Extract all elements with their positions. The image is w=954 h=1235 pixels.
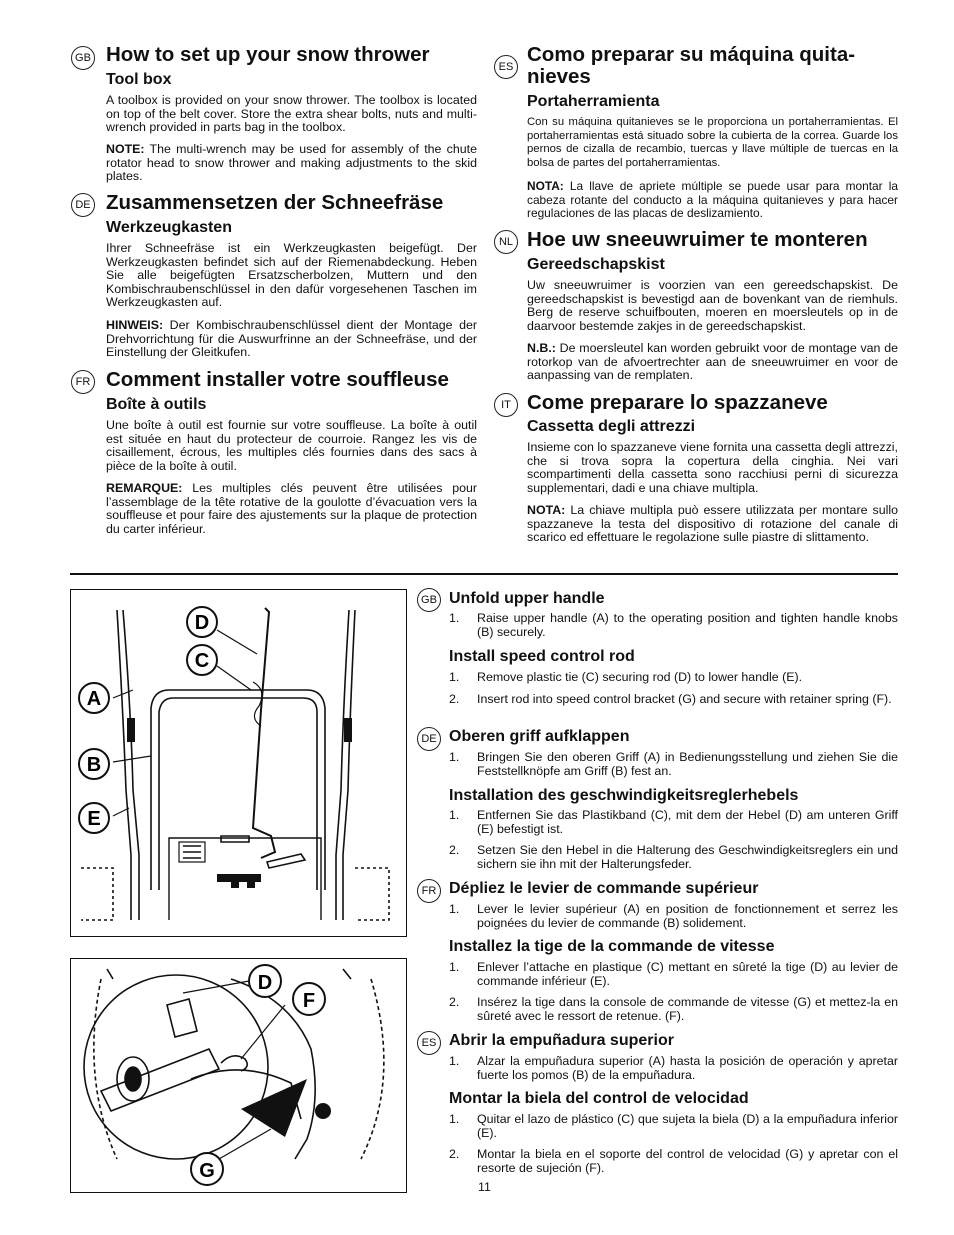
instruction-heading: Install speed control rod [449,648,635,665]
section-body: Con su máquina quitanieves se le proporciona un portaherramientas. El portaherramientas está situado sobre la cubierta de la correa. Guarde los pernos de cizalla de recambio, tuercas y llave múltiple de tuercas en la bolsa de partes del portaherramientas. [527,116,898,169]
step-text: Enlever l’attache en plastique (C) mettant en sûreté la tige (D) au levier de commande inférieur (E). [477,960,898,988]
step-text: Remove plastic tie (C) securing rod (D) to lower handle (E). [477,670,803,684]
step-number: 2. [449,691,460,706]
callout-label: C [194,650,210,672]
step-text: Raise upper handle (A) to the operating position and tighten handle knobs (B) securely. [477,611,898,639]
instruction-heading: Montar la biela del control de velocidad [449,1090,749,1107]
step-text: Bringen Sie den oberen Griff (A) in Bedienungsstellung und ziehen Sie die Feststellknöpfe am Griff (B) fest an. [477,750,898,778]
step-item [449,751,898,778]
step-number: 1. [449,902,460,916]
note-text: Les multiples clés peuvent être utilisées pour l’assemblage de la tête rotative de la goulotte d’évacuation vers la souffleuse et pour faire des ajustements sur la plaque de protection du carter inférieur. [106,481,477,536]
lang-badge-de: DE [417,727,441,751]
callout-d [249,965,281,997]
lang-badge-es: ES [417,1031,441,1055]
instruction-heading: Unfold upper handle [449,590,605,607]
step-text: Montar la biela en el soporte del control de velocidad (G) y apretar con el resorte de sujeción (F). [477,1147,898,1175]
step-item [449,1113,898,1140]
step-number: 1. [449,1112,460,1126]
section-subtitle: Tool box [106,71,172,88]
callout-label: D [257,972,273,994]
section-subtitle: Portaherramienta [527,93,660,110]
note-text: Der Kombischraubenschlüssel dient der Montage der Drehvorrichtung für die Auswurfrinne an der Schneefräse, und der Einstellung der Gleitkufen. [106,318,477,360]
step-item [449,844,898,871]
lang-badge-de: DE [71,193,95,217]
section-note [106,143,477,184]
instruction-heading: Installation des geschwindigkeitsreglerhebels [449,787,799,804]
figure-speed-control-bracket [70,958,407,1193]
step-item [449,693,898,707]
callout-g [191,1153,223,1185]
step-list [449,961,898,1029]
step-number: 1. [449,960,460,974]
section-note [106,319,477,360]
lang-badge-nl: NL [494,230,518,254]
section-title: Comment installer votre souffleuse [106,368,449,391]
figure-handle-assembly [70,589,407,937]
note-text: De moersleutel kan worden gebruikt voor de montage van de rotorkop van de afvoertrechter aan de sneeuwruimer en voor de aanpassing van de remplaten. [527,341,898,383]
callout-label: D [194,612,210,634]
step-text: Lever le levier supérieur (A) en position de fonctionnement et serrez les poignées du levier de commande (B) solidement. [477,902,898,930]
page-number: 11 [478,1180,491,1194]
lang-badge-gb: GB [417,588,441,612]
callout-c [187,645,217,675]
section-title: Zusammensetzen der Schneefräse [106,191,444,214]
step-text: Insert rod into speed control bracket (G) and secure with retainer spring (F). [477,691,892,706]
section-note [527,342,898,383]
step-text: Quitar el lazo de plástico (C) que sujeta la biela (D) a la empuñadura inferior (E). [477,1112,898,1140]
step-item [449,1055,898,1082]
section-subtitle: Gereedschapskist [527,256,665,273]
step-list [449,1113,898,1181]
callout-e [79,803,109,833]
lang-badge-fr: FR [417,879,441,903]
callout-label: B [86,754,102,776]
step-item [449,671,898,685]
section-subtitle: Werkzeugkasten [106,219,232,236]
note-label: HINWEIS: [106,318,164,332]
section-note [527,504,898,545]
step-text: Alzar la empuñadura superior (A) hasta la posición de operación y apretar fuerte los pomos (B) de la empuñadura. [477,1054,898,1082]
step-item [449,996,898,1023]
step-number: 2. [449,995,460,1010]
callout-label: E [87,808,101,830]
section-subtitle: Boîte à outils [106,396,207,413]
step-list [449,671,898,712]
bracket-illustration [71,959,406,1192]
step-number: 1. [449,808,460,822]
section-body: A toolbox is provided on your snow thrower. The toolbox is located on top of the belt cover. Store the extra shear bolts, nuts and multi-wrench provided in parts bag in the toolbox. [106,93,477,135]
step-number: 1. [449,670,460,684]
step-item [449,961,898,988]
step-number: 1. [449,1054,460,1068]
callout-f [293,983,325,1015]
step-item [449,1148,898,1175]
lang-badge-gb: GB [71,46,95,70]
lang-badge-es: ES [494,55,518,79]
lang-badge-fr: FR [71,370,95,394]
instruction-heading: Oberen griff aufklappen [449,728,630,745]
step-number: 2. [449,1147,460,1162]
note-text: The multi-wrench may be used for assembly of the chute rotator head to snow thrower and making adjustments to the skid plates. [106,142,477,184]
lang-badge-it: IT [494,393,518,417]
callout-label: G [199,1160,215,1182]
section-note [106,482,477,536]
section-body: Une boîte à outil est fournie sur votre souffleuse. La boîte à outil est située en haut du protecteur de courroie. Rangez les vis de cisaillement, écrous, les multiples clés fournies dans des sacs à pièce de la boîte à outil. [106,418,477,473]
instruction-heading: Installez la tige de la commande de vitesse [449,938,775,955]
step-number: 2. [449,843,460,858]
section-title: Como preparar su máquina quita-nieves [527,43,856,88]
instruction-heading: Abrir la empuñadura superior [449,1032,674,1049]
step-item [449,903,898,930]
step-text: Setzen Sie den Hebel in die Halterung des Geschwindigkeitsreglers ein und sichern sie ihn mit der Halterungsfeder. [477,843,898,871]
step-list [449,612,898,645]
note-label: NOTA: [527,503,566,517]
callout-b [79,749,109,779]
section-note [527,180,898,221]
step-list [449,751,898,784]
section-divider [70,573,898,575]
step-list [449,903,898,936]
step-text: Insérez la tige dans la console de commande de vitesse (G) et mettez-la en sûreté avec le ressort de retenue. (F). [477,995,898,1023]
step-text: Entfernen Sie das Plastikband (C), mit dem der Hebel (D) am unteren Griff (E) befestigt ist. [477,808,898,836]
section-title: Hoe uw sneeuwruimer te monteren [527,228,868,251]
step-number: 1. [449,611,460,625]
step-item [449,612,898,639]
section-body: Ihrer Schneefräse ist ein Werkzeugkasten beigefügt. Der Werkzeugkasten befindet sich auf der Riemenabdeckung. Heben Sie alle beigefügten Ersatzscherbolzen, Muttern und den Kombischraubenschlüssel in den dafür vorgesehenen Taschen im Werkzeugkasten auf. [106,241,477,310]
step-item [449,809,898,836]
callout-d [187,607,217,637]
handle-illustration [71,590,406,936]
callout-label: F [302,990,316,1012]
section-title: How to set up your snow thrower [106,43,430,66]
note-label: NOTA: [527,179,564,193]
note-text: La chiave multipla può essere utilizzata per montare sullo spazzaneve la testa del dispositivo di rotazione del canale di scarico ed effettuare le regolazione sulle piastre di slittamento. [527,503,898,545]
step-list [449,1055,898,1088]
note-label: REMARQUE: [106,481,183,495]
section-body: Insieme con lo spazzaneve viene fornita una cassetta degli attrezzi, che si trova sopra la copertura della cinghia. Nei vari scompartimenti della cassetta sono racchiusi perni di sicurezza supplementari, dadi e una chiave multipla. [527,440,898,495]
instruction-heading: Dépliez le levier de commande supérieur [449,880,759,897]
section-title: Come preparare lo spazzaneve [527,391,828,414]
section-subtitle: Cassetta degli attrezzi [527,418,696,435]
step-list [449,809,898,877]
callout-a [79,683,109,713]
callout-label: A [86,688,102,710]
note-text: La llave de apriete múltiple se puede usar para montar la cabeza rotante del conducto a la máquina quitanieves y para hacer regulaciones de las placas de deslizamiento. [527,179,898,221]
note-label: N.B.: [527,341,556,355]
section-body: Uw sneeuwruimer is voorzien van een gereedschapskist. De gereedschapskist is bevestigd aan de bovenkant van de riemhuls. Berg de reserve schuifbouten, moeren en moersleutels op in de daarvoor bestemde zakjes in de gereedschapskist. [527,278,898,333]
note-label: NOTE: [106,142,145,156]
step-number: 1. [449,750,460,764]
